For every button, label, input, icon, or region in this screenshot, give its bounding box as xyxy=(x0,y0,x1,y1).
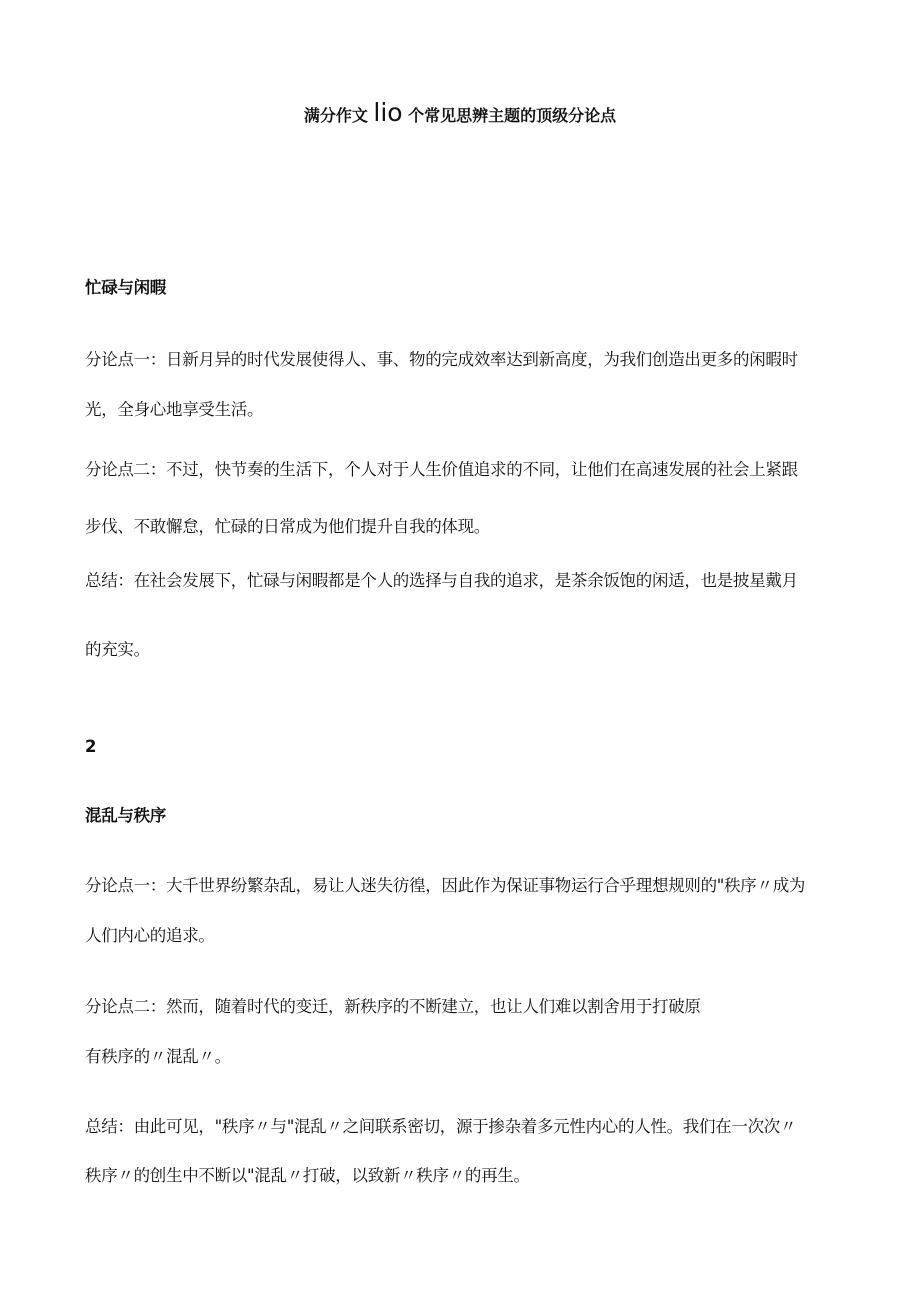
section-heading: 混乱与秩序 xyxy=(85,806,167,825)
document-title xyxy=(0,98,920,127)
title-prefix: 满分作文 xyxy=(303,106,368,125)
section-heading: 忙碌与闲暇 xyxy=(85,278,167,297)
title-number: lio xyxy=(373,98,403,127)
paragraph-line: 人们内心的追求。 xyxy=(85,926,215,945)
paragraph-line: 的充实。 xyxy=(85,640,150,659)
section-number: 2 xyxy=(85,737,97,756)
paragraph-line: 总结：由此可见，"秩序〃与"混乱〃之间联系密切，源于掺杂着多元性内心的人性。我们在一次次〃 xyxy=(85,1117,797,1136)
paragraph-line: 分论点二：然而，随着时代的变迁，新秩序的不断建立，也让人们难以割舍用于打破原 xyxy=(85,997,701,1016)
paragraph-line: 有秩序的〃混乱〃。 xyxy=(85,1047,231,1066)
paragraph-line: 光，全身心地享受生活。 xyxy=(85,400,264,419)
paragraph-line: 秩序〃的创生中不断以"混乱〃打破，以致新〃秩序〃的再生。 xyxy=(85,1166,530,1185)
paragraph-line: 分论点二：不过，快节奏的生活下，个人对于人生价值追求的不同，让他们在高速发展的社会上紧跟 xyxy=(85,460,798,479)
paragraph-line: 分论点一：日新月异的时代发展使得人、事、物的完成效率达到新高度，为我们创造出更多的闲暇时 xyxy=(85,350,798,369)
title-suffix: 个常见思辨主题的顶级分论点 xyxy=(408,106,617,125)
paragraph-line: 总结：在社会发展下，忙碌与闲暇都是个人的选择与自我的追求，是茶余饭饱的闲适，也是披星戴月 xyxy=(85,571,798,590)
paragraph-line: 步伐、不敢懈怠，忙碌的日常成为他们提升自我的体现。 xyxy=(85,517,491,536)
paragraph-line: 分论点一：大千世界纷繁杂乱，易让人迷失彷徨，因此作为保证事物运行合乎理想规则的"秩序〃成为 xyxy=(85,876,806,895)
